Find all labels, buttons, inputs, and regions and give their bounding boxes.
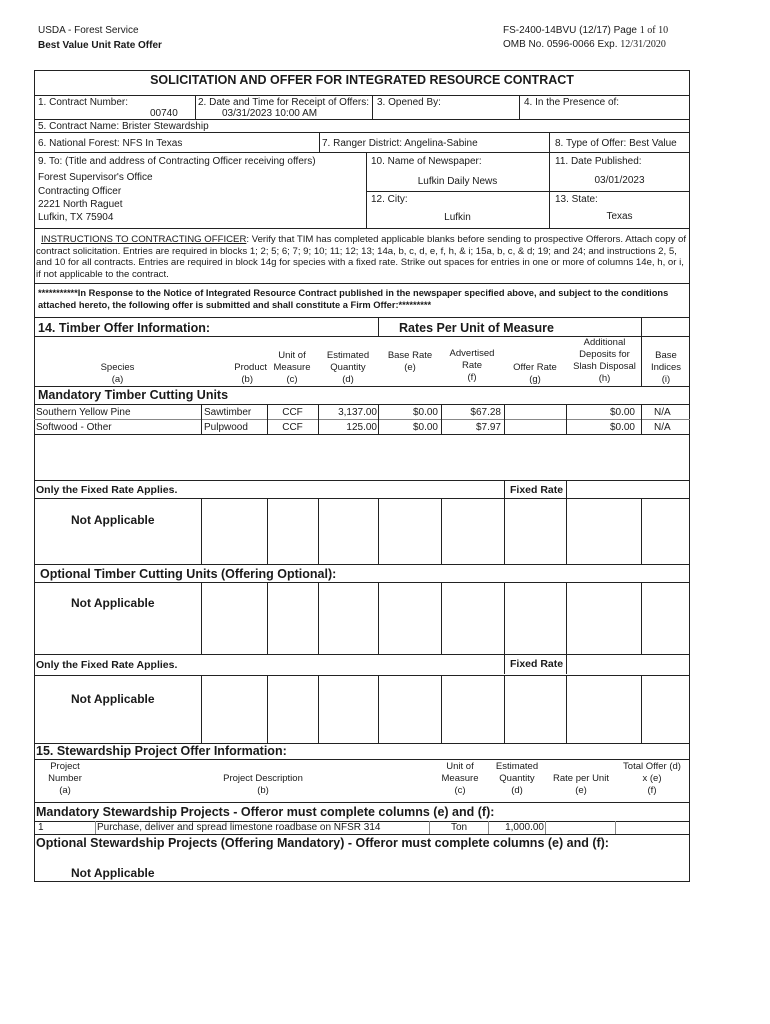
species-cell: Softwood - Other	[36, 422, 112, 433]
fixed-rate-note: Only the Fixed Rate Applies.	[36, 484, 178, 496]
date-published-label: 11. Date Published:	[555, 156, 642, 167]
col-base-indices: Base Indices (i)	[650, 350, 682, 385]
product-cell: Sawtimber	[204, 407, 252, 418]
newspaper-label: 10. Name of Newspaper:	[371, 156, 482, 167]
not-applicable-stewardship: Not Applicable	[71, 866, 155, 880]
to-line-2[interactable]: Contracting Officer	[38, 186, 122, 197]
col-species: Species (a)	[100, 362, 135, 385]
not-applicable-fixed-2: Not Applicable	[71, 692, 155, 706]
col-rate-per-unit: Rate per Unit (e)	[553, 773, 609, 796]
col-project-description: Project Description (b)	[223, 773, 303, 796]
timber-section-title: 14. Timber Offer Information:	[38, 321, 211, 335]
base-rate-cell: $0.00	[412, 407, 438, 418]
to-line-4[interactable]: Lufkin, TX 75904	[38, 212, 114, 223]
form-number: FS-2400-14BVU (12/17) Page 1 of 10	[503, 25, 669, 36]
col-product: Product (b)	[234, 362, 267, 385]
project-qty-cell: 1,000.00	[505, 822, 544, 833]
omb-number: OMB No. 0596-0066 Exp. 12/31/2020	[503, 39, 666, 50]
contract-name[interactable]: 5. Contract Name: Brister Stewardship	[38, 121, 209, 132]
indices-cell: N/A	[654, 422, 671, 433]
optional-stewardship-title: Optional Stewardship Projects (Offering Mandatory) - Offeror must complete columns (e) and (f):	[36, 836, 609, 850]
instructions-text: : Verify that TIM has completed applicable blanks before sending to prospective Offerors. Attach copy of contract solicitation. Entries are required in blocks 1; 2; 5; 6; 7; 9; 10; 11; 12; 13; 14a, b, c, d, e, f, h, & i; 15a, b, c, & d; 19; and 24; and instructions 2, 5, and 10 for all contracts. Entries are required in block 14g for species with a fixed rate. Strike out spaces for entries in one or more of columns 14e, h, or i, if not applicable to the contract.	[36, 234, 686, 280]
uom-cell: CCF	[282, 407, 303, 418]
qty-cell: 3,137.00	[338, 407, 377, 418]
col-project-number: Project Number (a)	[48, 761, 82, 796]
indices-cell: N/A	[654, 407, 671, 418]
project-number-cell: 1	[38, 822, 44, 833]
contract-number[interactable]: 00740	[150, 108, 178, 119]
advertised-rate-cell: $67.28	[470, 407, 501, 418]
optional-timber-title: Optional Timber Cutting Units (Offering Optional):	[40, 567, 337, 581]
col-uom: Unit of Measure (c)	[273, 350, 311, 385]
instructions-heading: INSTRUCTIONS TO CONTRACTING OFFICER	[41, 234, 247, 245]
uom-cell: CCF	[282, 422, 303, 433]
to-label: 9. To: (Title and address of Contracting Officer receiving offers)	[38, 156, 316, 167]
date-published[interactable]: 03/01/2023	[594, 175, 645, 186]
base-rate-cell: $0.00	[412, 422, 438, 433]
opened-by-label: 3. Opened By:	[377, 97, 441, 108]
fixed-rate-label-2: Fixed Rate	[510, 658, 564, 670]
newspaper-name[interactable]: Lufkin Daily News	[417, 176, 498, 187]
to-line-3[interactable]: 2221 North Raguet	[38, 199, 123, 210]
receipt-value[interactable]: 03/31/2023 10:00 AM	[222, 108, 318, 119]
agency-name: USDA - Forest Service	[38, 25, 139, 36]
qty-cell: 125.00	[346, 422, 377, 433]
col-total-offer: Total Offer (d) x (e) (f)	[623, 761, 681, 796]
species-cell: Southern Yellow Pine	[36, 407, 131, 418]
contract-number-label: 1. Contract Number:	[38, 97, 129, 108]
presence-label: 4. In the Presence of:	[524, 97, 620, 108]
national-forest[interactable]: 6. National Forest: NFS In Texas	[38, 138, 183, 149]
city-label: 12. City:	[371, 194, 408, 205]
state-label: 13. State:	[555, 194, 598, 205]
col-project-uom: Unit of Measure (c)	[441, 761, 479, 796]
col-advertised-rate: Advertised Rate (f)	[449, 348, 495, 383]
city-value[interactable]: Lufkin	[444, 212, 471, 223]
ranger-district[interactable]: 7. Ranger District: Angelina-Sabine	[322, 138, 478, 149]
receipt-label: 2. Date and Time for Receipt of Offers:	[198, 97, 370, 108]
rates-title: Rates Per Unit of Measure	[399, 321, 554, 335]
form-name: Best Value Unit Rate Offer	[38, 40, 162, 51]
fixed-rate-label: Fixed Rate	[510, 484, 564, 496]
col-offer-rate: Offer Rate (g)	[513, 362, 557, 385]
state-value[interactable]: Texas	[606, 211, 633, 222]
product-cell: Pulpwood	[204, 422, 248, 433]
col-base-rate: Base Rate (e)	[387, 350, 433, 373]
advertised-rate-cell: $7.97	[475, 422, 501, 433]
col-project-qty: Estimated Quantity (d)	[495, 761, 539, 796]
slash-cell: $0.00	[609, 407, 635, 418]
offer-type[interactable]: 8. Type of Offer: Best Value	[555, 138, 677, 149]
stewardship-section-title: 15. Stewardship Project Offer Information:	[36, 744, 287, 758]
col-qty: Estimated Quantity (d)	[326, 350, 370, 385]
project-uom-cell: Ton	[450, 822, 468, 833]
project-description-cell: Purchase, deliver and spread limestone roadbase on NFSR 314	[97, 822, 381, 833]
mandatory-timber-title: Mandatory Timber Cutting Units	[38, 388, 229, 402]
col-slash-disposal: Additional Deposits for Slash Disposal (h)	[573, 337, 636, 384]
to-line-1[interactable]: Forest Supervisor's Office	[38, 172, 153, 183]
slash-cell: $0.00	[609, 422, 635, 433]
response-statement: ***********In Response to the Notice of Integrated Resource Contract published in the newspaper specified above, and subject to the conditions attached hereto, the following offer is submitted and shall constitute a Firm Offer:*********	[38, 288, 669, 310]
not-applicable-fixed-1: Not Applicable	[71, 513, 155, 527]
fixed-rate-note-2: Only the Fixed Rate Applies.	[36, 659, 178, 671]
not-applicable-optional: Not Applicable	[71, 596, 155, 610]
instructions-paragraph	[36, 234, 688, 280]
form-title: SOLICITATION AND OFFER FOR INTEGRATED RESOURCE CONTRACT	[150, 73, 574, 87]
mandatory-stewardship-title: Mandatory Stewardship Projects - Offeror must complete columns (e) and (f):	[36, 805, 495, 819]
